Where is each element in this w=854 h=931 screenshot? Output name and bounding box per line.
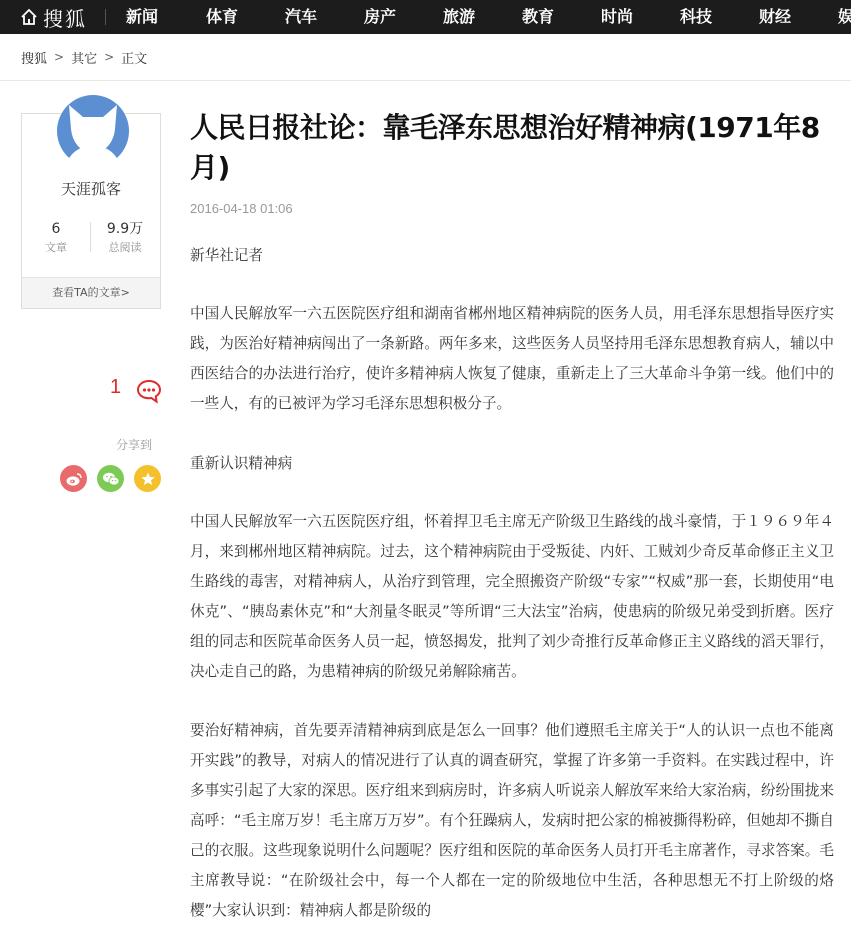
- default-avatar-icon: [57, 95, 129, 167]
- article-title: 人民日报社论：靠毛泽东思想治好精神病(1971年8月): [190, 111, 820, 184]
- views-stat: [91, 220, 159, 256]
- breadcrumb-current: 正文: [121, 51, 148, 67]
- article-paragraph: 新华社记者: [190, 247, 263, 264]
- top-nav: [0, 0, 854, 34]
- nav-separator: [105, 9, 106, 25]
- share-label: 分享到: [116, 438, 153, 452]
- nav-item-education[interactable]: 教育: [522, 7, 555, 26]
- articles-count: 6: [51, 221, 61, 237]
- comment-count[interactable]: 1: [110, 376, 122, 398]
- share-favorite-button[interactable]: [134, 465, 161, 492]
- avatar[interactable]: [57, 95, 129, 167]
- views-count: 9.9万: [106, 221, 144, 237]
- nav-item-fashion[interactable]: 时尚: [601, 7, 634, 26]
- breadcrumb-other[interactable]: 其它: [71, 51, 98, 67]
- article-paragraph: 要治好精神病，首先要弄清精神病到底是怎么一回事？他们遵照毛主席关于“人的认识一点也不能离开实践”的教导，对病人的情况进行了认真的调查研究，掌握了许多第一手资料。在实践过程中，许多事实引起了大家的深思。医疗组来到病房时，许多病人听说亲人解放军来给大家治病，纷纷围拢来高呼：“毛主席万岁！毛主席万万岁”。有个狂躁病人，发病时把公家的棉被撕得粉碎，但她却不撕自己的衣服。这些现象说明什么问题呢？医疗组和医院的革命医务人员打开毛主席著作，寻求答案。毛主席教导说：“在阶级社会中，每一个人都在一定的阶级地位中生活，各种思想无不打上阶级的烙樱”大家认识到：精神病人都是阶级的: [190, 722, 834, 919]
- breadcrumb-separator: >: [104, 50, 115, 64]
- breadcrumb-separator: >: [54, 50, 65, 64]
- logo-text: 搜狐: [43, 6, 87, 31]
- author-name[interactable]: 天涯孤客: [60, 180, 121, 198]
- article-paragraph: 中国人民解放军一六五医院医疗组，怀着捍卫毛主席无产阶级卫生路线的战斗豪情，于１９６９年４月，来到郴州地区精神病院。过去，这个精神病院由于受叛徒、内奸、工贼刘少奇反革命修正主义卫生路线的毒害，对精神病人，从治疗到管理，完全照搬资产阶级“专家”“权威”那一套，长期使用“电休克”、“胰岛素休克”和“大剂量冬眠灵”等所谓“三大法宝”治病，使患病的阶级兄弟受到折磨。医疗组的同志和医院革命医务人员一起，愤怒揭发，批判了刘少奇推行反革命修正主义路线的滔天罪行，决心走自己的路，为患精神病的阶级兄弟解除痛苦。: [190, 513, 834, 680]
- share-weibo-button[interactable]: [60, 465, 87, 492]
- nav-item-sports[interactable]: 体育: [206, 7, 239, 26]
- nav-item-auto[interactable]: 汽车: [285, 7, 318, 26]
- wechat-icon: [102, 471, 120, 487]
- sohu-logo[interactable]: [20, 0, 87, 34]
- view-author-articles-link[interactable]: 查看TA的文章>: [22, 277, 160, 308]
- article-paragraph: 中国人民解放军一六五医院医疗组和湖南省郴州地区精神病院的医务人员，用毛泽东思想指导医疗实践，为医治好精神病闯出了一条新路。两年多来，这些医务人员坚持用毛泽东思想教育病人，辅以中西医结合的办法进行治疗，使许多精神病人恢复了健康，重新走上了三大革命斗争第一线。他们中的一些人，有的已被评为学习毛泽东思想积极分子。: [190, 305, 834, 412]
- publish-date: 2016-04-18 01:06: [190, 201, 293, 216]
- nav-item-entertainment[interactable]: 娱: [838, 7, 854, 26]
- breadcrumb: [21, 47, 147, 67]
- star-icon: [140, 471, 156, 487]
- comment-icon[interactable]: [136, 379, 162, 403]
- nav-item-tech[interactable]: 科技: [680, 7, 713, 26]
- nav-item-news[interactable]: 新闻: [126, 7, 159, 26]
- share-wechat-button[interactable]: [97, 465, 124, 492]
- author-card: [21, 113, 161, 309]
- views-label: 总阅读: [108, 241, 142, 254]
- breadcrumb-home[interactable]: 搜狐: [21, 51, 48, 67]
- nav-item-finance[interactable]: 财经: [759, 7, 792, 26]
- articles-stat: [22, 220, 90, 256]
- home-icon: [20, 8, 38, 26]
- breadcrumb-divider: [0, 80, 851, 81]
- articles-label: 文章: [45, 241, 67, 254]
- weibo-icon: [65, 471, 83, 487]
- nav-item-travel[interactable]: 旅游: [443, 7, 476, 26]
- nav-item-house[interactable]: 房产: [364, 7, 397, 26]
- article-subheading: 重新认识精神病: [190, 455, 293, 472]
